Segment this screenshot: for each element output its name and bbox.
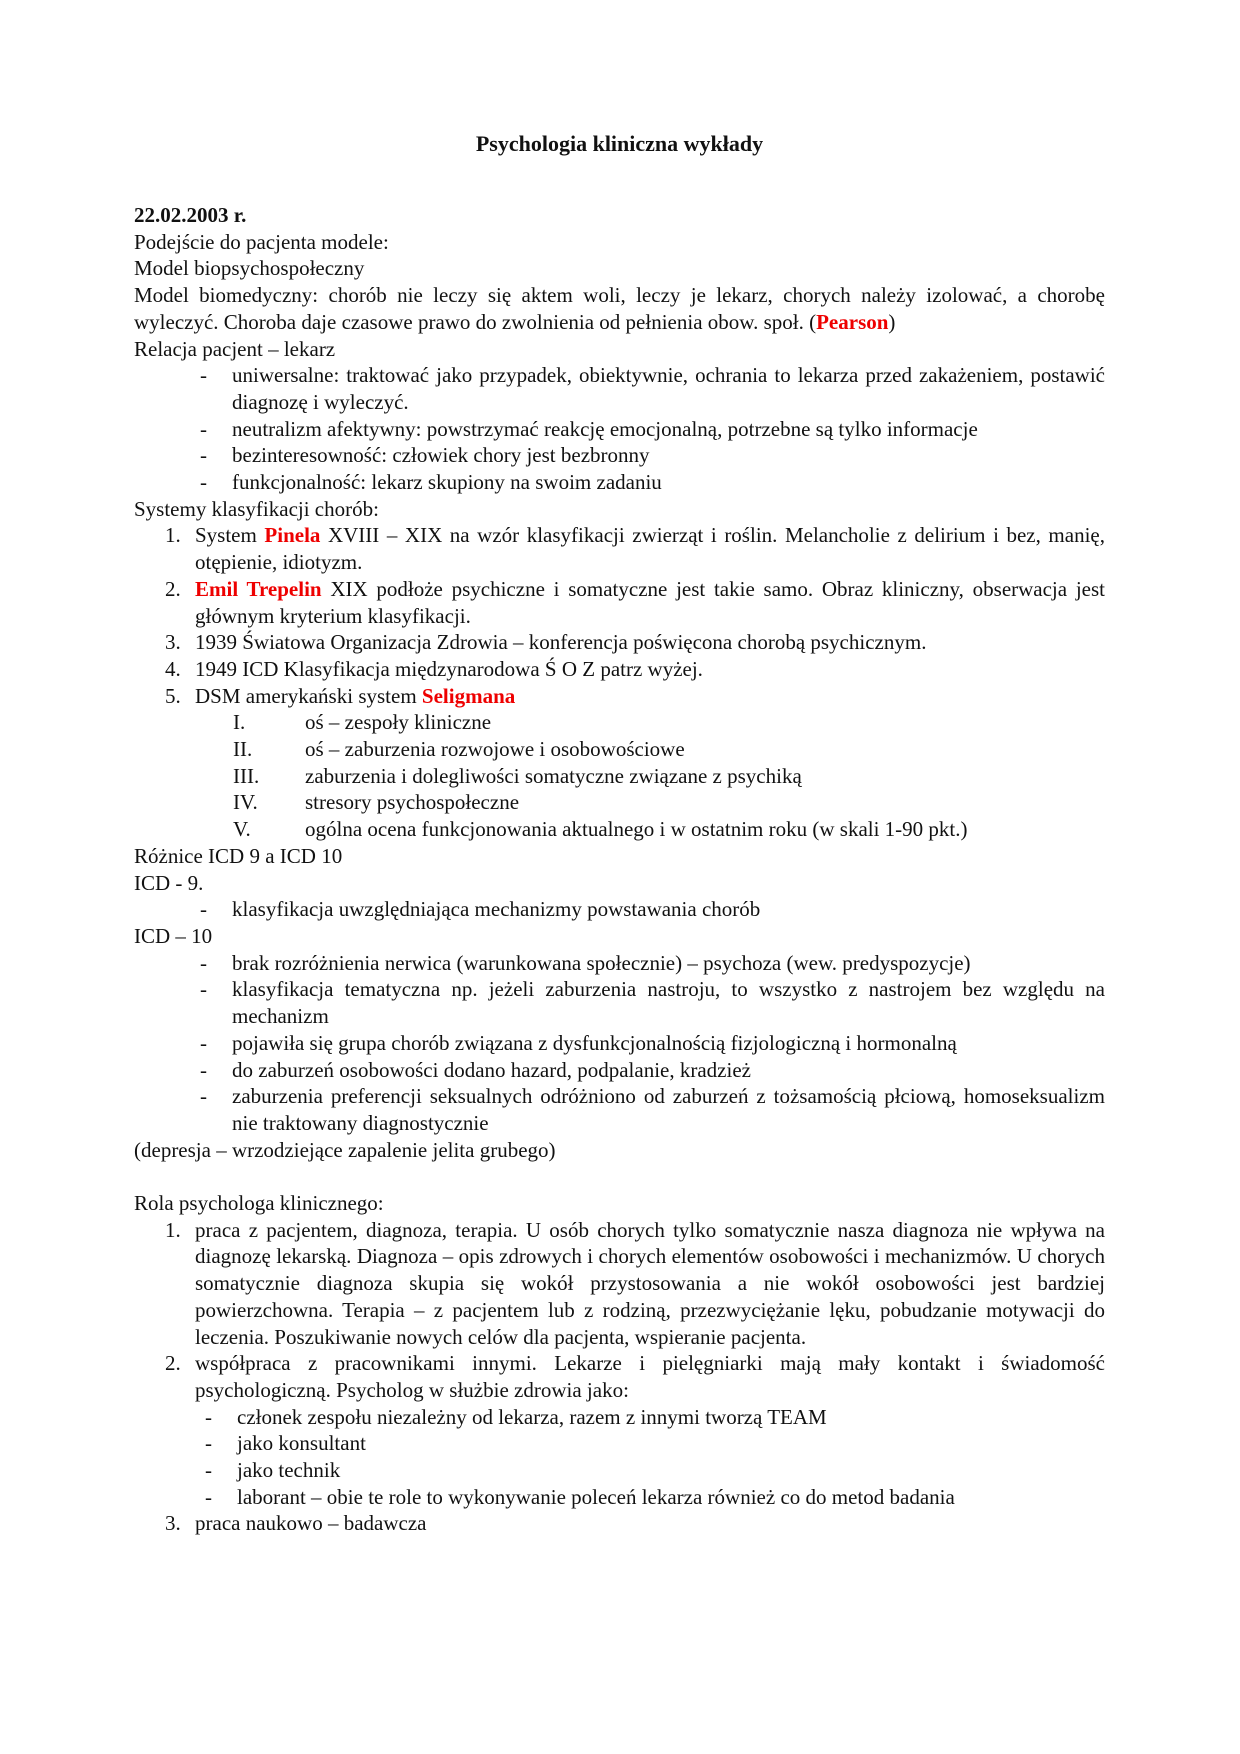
list-item-text: członek zespołu niezależny od lekarza, razem z innymi tworzą TEAM: [237, 1404, 827, 1429]
list-item-text: oś – zespoły kliniczne: [305, 710, 492, 735]
bullet-dash: -: [205, 1458, 212, 1483]
list-item-text: XVIII – XIX na wzór klasyfikacji zwierząt i roślin. Melancholie z delirium i bez, manię, otępienie, idiotyzm.: [195, 523, 1105, 575]
list-item-text: praca naukowo – badawcza: [195, 1511, 427, 1536]
list-item-role-patient-work: [134, 1217, 1105, 1351]
bullet-dash: -: [205, 1404, 212, 1429]
role-heading: Rola psychologa klinicznego:: [134, 1191, 384, 1215]
roman-numeral: V.: [233, 817, 251, 842]
highlight-seligman: Seligmana: [421, 683, 516, 708]
icd10-heading: ICD – 10: [134, 923, 213, 948]
bullet-dash: -: [200, 443, 207, 468]
bullet-dash: -: [200, 1057, 207, 1082]
list-item-icd10-personality: [134, 1057, 1105, 1084]
date-heading: 22.02.2003 r.: [134, 203, 247, 227]
list-item-text: klasyfikacja uwzględniająca mechanizmy powstawania chorób: [232, 897, 761, 922]
list-item-relation-selflessness: [134, 442, 1105, 469]
list-item-text: System: [195, 523, 265, 548]
icd-differences-heading: Różnice ICD 9 a ICD 10: [134, 843, 343, 868]
bullet-dash: -: [200, 950, 207, 975]
list-item-text: praca z pacjentem, diagnoza, terapia. U osób chorych tylko somatycznie nasza diagnoza nie wpływa na diagnozę lekarską. Diagnoza – opis zdrowych i chorych elementów osobowości i mechanizmów. U chorych somatycznie diagnoza skupia się wokół przystosowania a nie wokół osobowości jest bardziej powierzchowna. Terapia – z pacjentem lub z rodziną, przezwyciężanie lęku, pobudzanie motywacji do leczenia. Poszukiwanie nowych celów dla pacjenta, wspieranie pacjenta.: [195, 1217, 1105, 1349]
approach-heading: Podejście do pacjenta modele:: [134, 229, 389, 254]
list-item-text: DSM amerykański system: [195, 683, 422, 708]
list-item-text: bezinteresowność: człowiek chory jest bezbronny: [232, 443, 650, 468]
highlight-pearson: Pearson: [816, 309, 889, 334]
highlight-pinel: Pinela: [264, 523, 321, 548]
list-number: 3.: [165, 1511, 181, 1536]
bullet-dash: -: [205, 1431, 212, 1456]
roman-numeral: I.: [233, 710, 246, 735]
list-item-text: XIX podłoże psychiczne i somatyczne jest takie samo. Obraz kliniczny, obserwacja jest głównym kryterium klasyfikacji.: [195, 576, 1105, 628]
document-page: [134, 0, 1105, 1537]
highlight-trepelin: Emil Trepelin: [195, 576, 322, 601]
list-item-icd10-thematic: [134, 976, 1105, 1029]
list-item-text: pojawiła się grupa chorób związana z dysfunkcjonalnością fizjologiczną i hormonalną: [232, 1030, 957, 1055]
roman-numeral: II.: [233, 737, 253, 762]
list-item-system-dsm: [134, 683, 1105, 710]
list-item-role-lab-assistant: [134, 1484, 1105, 1511]
list-item-axis-3: [134, 763, 1105, 790]
paragraph-text: Model biomedyczny: chorób nie leczy się aktem woli, leczy je lekarz, chorych należy izolować, a chorobę wyleczyć. Choroba daje czasowe prawo do zwolnienia od pełnienia obow. społ. (: [134, 283, 1105, 334]
list-item-text: zaburzenia preferencji seksualnych odróżniono od zaburzeń z tożsamością płciową, homoseksualizm nie traktowany diagnostycznie: [232, 1084, 1105, 1135]
list-item-axis-2: [134, 736, 1105, 763]
list-item-text: jako technik: [237, 1458, 341, 1483]
list-item-icd10-sexual-preferences: [134, 1083, 1105, 1136]
icd9-heading: ICD - 9.: [134, 870, 204, 895]
list-item-text: funkcjonalność: lekarz skupiony na swoim zadaniu: [232, 470, 662, 495]
list-item-text: stresory psychospołeczne: [305, 790, 520, 815]
list-number: 5.: [165, 683, 181, 708]
list-item-text: 1939 Światowa Organizacja Zdrowia – konferencja poświęcona chorobą psychicznym.: [195, 630, 927, 655]
list-item-role-team-member: [134, 1404, 1105, 1431]
systems-heading: Systemy klasyfikacji chorób:: [134, 496, 379, 521]
list-item-text: klasyfikacja tematyczna np. jeżeli zaburzenia nastroju, to wszystko z nastrojem bez względu na mechanizm: [232, 977, 1105, 1029]
list-item-system-trepelin: [134, 576, 1105, 629]
list-item-axis-4: [134, 789, 1105, 816]
bullet-dash: -: [205, 1484, 212, 1509]
list-item-role-cooperation: [134, 1350, 1105, 1403]
list-item-text: jako konsultant: [237, 1431, 366, 1456]
list-item-text: 1949 ICD Klasyfikacja międzynarodowa Ś O Z patrz wyżej.: [195, 656, 703, 681]
list-item-system-pinel: [134, 522, 1105, 575]
bullet-dash: -: [200, 470, 207, 495]
list-item-system-who-1939: [134, 629, 1105, 656]
depression-note: (depresja – wrzodziejące zapalenie jelita grubego): [134, 1137, 556, 1162]
list-item-text: oś – zaburzenia rozwojowe i osobowościowe: [305, 737, 685, 762]
list-item-text: brak rozróżnienia nerwica (warunkowana społecznie) – psychoza (wew. predyspozycje): [232, 950, 971, 975]
list-item-icd10-neurosis: [134, 950, 1105, 977]
bullet-dash: -: [200, 897, 207, 922]
list-number: 2.: [165, 576, 181, 601]
bullet-dash: -: [200, 1030, 207, 1055]
list-item-text: do zaburzeń osobowości dodano hazard, podpalanie, kradzież: [232, 1057, 751, 1082]
list-item-relation-universal: [134, 362, 1105, 415]
list-number: 1.: [165, 523, 181, 548]
bullet-dash: -: [200, 363, 207, 388]
list-item-text: współpraca z pracownikami innymi. Lekarze i pielęgniarki mają mały kontakt i świadomość psychologiczną. Psycholog w służbie zdrowia jako:: [195, 1351, 1105, 1402]
document-title: Psychologia kliniczna wykłady: [475, 131, 764, 156]
list-item-text: zaburzenia i dolegliwości somatyczne związane z psychiką: [305, 763, 802, 788]
list-item-axis-5: [134, 816, 1105, 843]
bullet-dash: -: [200, 977, 207, 1002]
list-number: 2.: [165, 1351, 181, 1376]
list-item-role-technician: [134, 1457, 1105, 1484]
list-item-role-consultant: [134, 1430, 1105, 1457]
bullet-dash: -: [200, 1084, 207, 1109]
list-number: 3.: [165, 630, 181, 655]
roman-numeral: IV.: [233, 790, 258, 815]
list-item-system-icd-1949: [134, 656, 1105, 683]
list-item-text: ogólna ocena funkcjonowania aktualnego i w ostatnim roku (w skali 1-90 pkt.): [305, 817, 968, 842]
bullet-dash: -: [200, 416, 207, 441]
paragraph-text: ): [888, 309, 896, 334]
list-item-text: uniwersalne: traktować jako przypadek, obiektywnie, ochrania to lekarza przed zakażeniem, postawić diagnozę i wyleczyć.: [232, 363, 1105, 414]
relation-heading: Relacja pacjent – lekarz: [134, 336, 336, 361]
list-item-relation-neutralism: [134, 416, 1105, 443]
list-item-text: laborant – obie te role to wykonywanie poleceń lekarza również co do metod badania: [237, 1484, 955, 1509]
list-item-axis-1: [134, 709, 1105, 736]
list-number: 1.: [165, 1217, 181, 1242]
list-item-role-research: [134, 1510, 1105, 1537]
list-item-icd10-dysfunction-group: [134, 1030, 1105, 1057]
model-biopsychosocial-line: Model biopsychospołeczny: [134, 256, 365, 281]
list-number: 4.: [165, 656, 181, 681]
model-biomedical-paragraph: [134, 282, 1105, 335]
list-item-icd9-classification: [134, 896, 1105, 923]
list-item-relation-functionality: [134, 469, 1105, 496]
list-item-text: neutralizm afektywny: powstrzymać reakcję emocjonalną, potrzebne są tylko informacje: [232, 416, 978, 441]
roman-numeral: III.: [233, 763, 260, 788]
